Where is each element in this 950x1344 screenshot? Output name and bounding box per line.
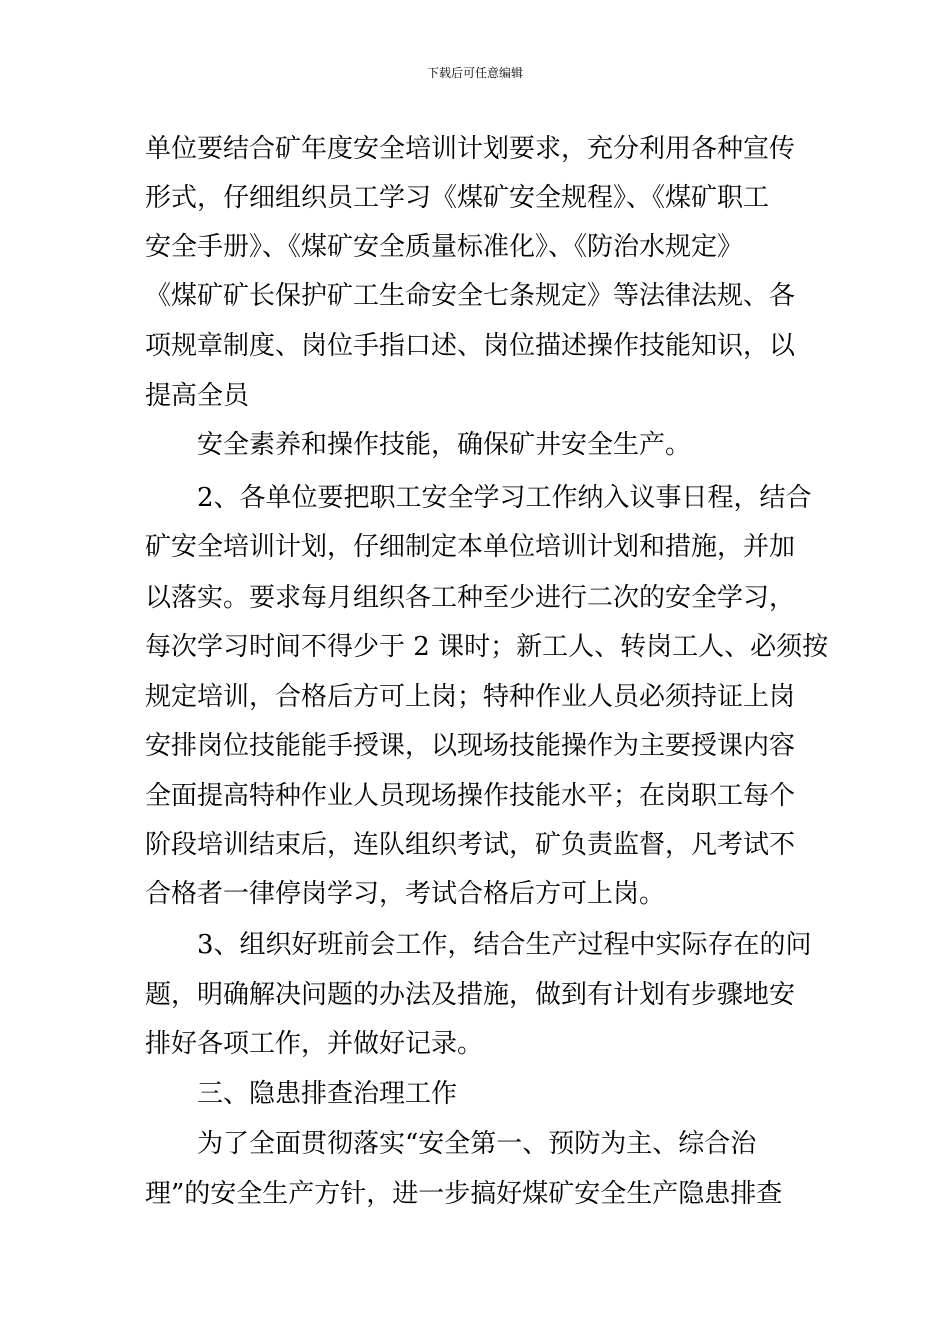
text-line-9: 矿安全培训计划，仔细制定本单位培训计划和措施，并加	[145, 532, 796, 562]
text-line-22: 理”的安全生产方针，进一步搞好煤矿安全生产隐患排查	[145, 1179, 783, 1209]
text-line-1: 单位要结合矿年度安全培训计划要求，充分利用各种宣传	[145, 134, 796, 164]
text-line-7: 安全素养和操作技能，确保矿井安全生产。	[197, 430, 692, 460]
text-line-3: 安全手册》、《煤矿安全质量标准化》、《防治水规定》	[145, 232, 744, 262]
text-line-5: 项规章制度、岗位手指口述、岗位描述操作技能知识，以	[145, 331, 796, 361]
text-line-11: 每次学习时间不得少于 2 课时；新工人、转岗工人、必须按	[145, 632, 829, 662]
text-line-16: 合格者一律停岗学习，考试合格后方可上岗。	[145, 879, 666, 909]
text-line-13: 安排岗位技能能手授课，以现场技能操作为主要授课内容	[145, 731, 796, 761]
text-line-6: 提高全员	[145, 381, 250, 411]
text-line-21: 为了全面贯彻落实“安全第一、预防为主、综合治	[197, 1129, 757, 1159]
text-line-19: 排好各项工作，并做好记录。	[145, 1029, 484, 1059]
section-heading: 三、隐患排查治理工作	[197, 1079, 458, 1109]
text-line-4: 《煤矿矿长保护矿工生命安全七条规定》等法律法规、各	[145, 281, 796, 311]
page-header: 下载后可任意编辑	[426, 66, 523, 80]
text-line-10: 以落实。要求每月组织各工种至少进行二次的安全学习，	[145, 583, 796, 613]
text-line-18: 题，明确解决问题的办法及措施，做到有计划有步骤地安	[145, 980, 796, 1010]
text-line-2: 形式，仔细组织员工学习《煤矿安全规程》、《煤矿职工	[145, 183, 770, 213]
text-line-15: 阶段培训结束后，连队组织考试，矿负责监督，凡考试不	[145, 830, 796, 860]
text-line-17: 3、组织好班前会工作，结合生产过程中实际存在的问	[197, 930, 812, 960]
text-line-8: 2、各单位要把职工安全学习工作纳入议事日程，结合	[197, 483, 812, 513]
text-line-14: 全面提高特种作业人员现场操作技能水平；在岗职工每个	[145, 781, 796, 811]
text-line-12: 规定培训，合格后方可上岗；特种作业人员必须持证上岗	[145, 682, 796, 712]
